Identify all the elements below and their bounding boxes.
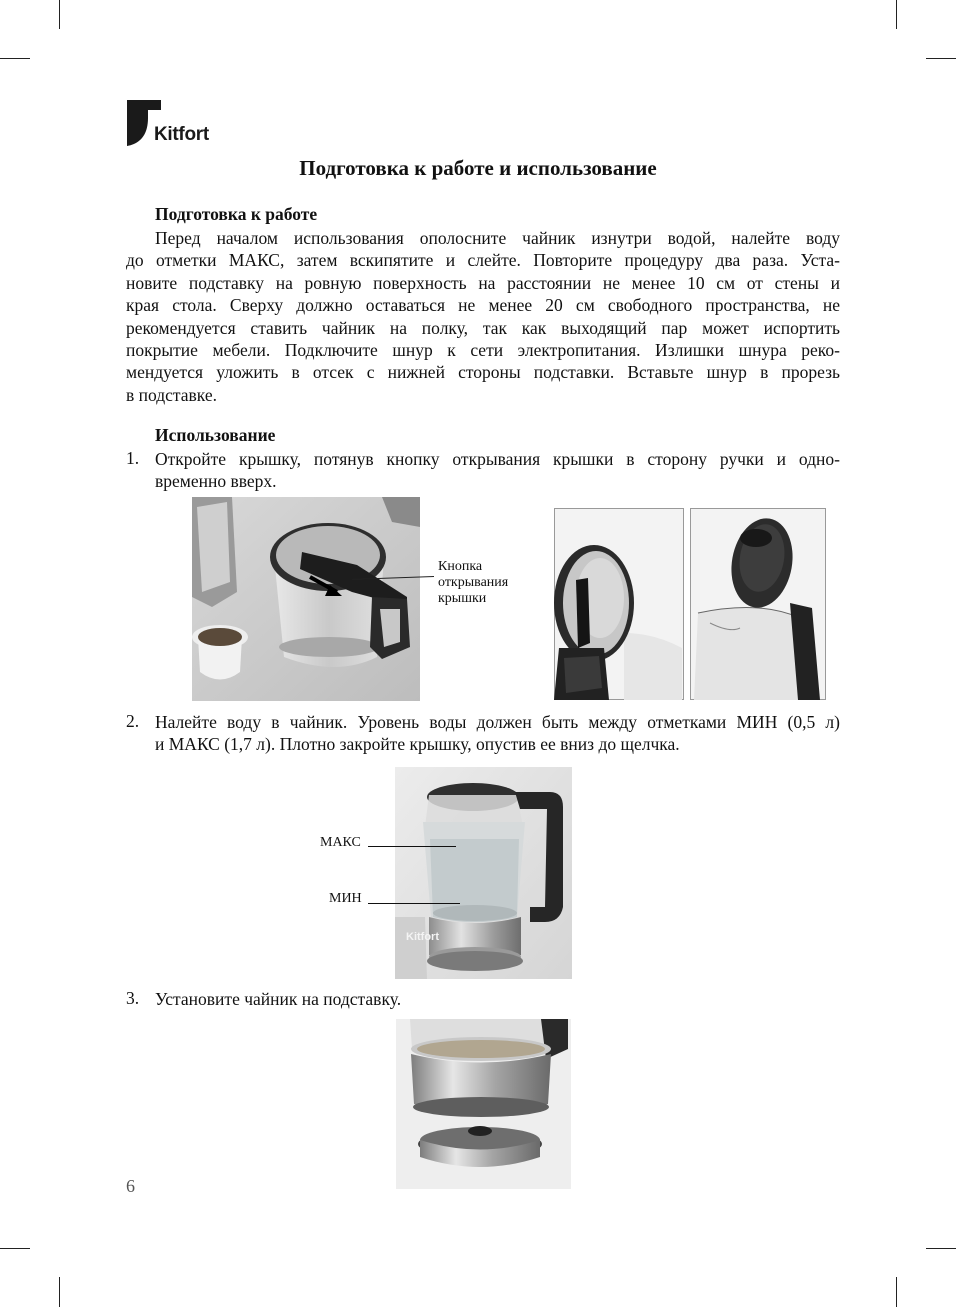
callout-text: Кнопка bbox=[438, 559, 483, 574]
photo-lid-open bbox=[690, 508, 826, 700]
min-label: МИН bbox=[329, 891, 362, 906]
text-line: края стола. Сверху должно оставаться не менее 20 см свободного пространства, не bbox=[126, 295, 840, 316]
text-line: и МАКС (1,7 л). Плотно закройте крышку, опустив ее вниз до щелчка. bbox=[155, 734, 680, 755]
text-line: покрытие мебели. Подключите шнур к сети электропитания. Излишки шнура реко- bbox=[126, 340, 840, 361]
text-line: новите подставку на ровную поверхность на расстоянии не менее 10 см от стены и bbox=[126, 272, 840, 293]
kettle-top-illustration bbox=[192, 497, 420, 701]
crop-mark bbox=[926, 1248, 956, 1249]
preparation-paragraph bbox=[126, 227, 840, 406]
brand-name: Kitfort bbox=[154, 124, 209, 145]
step-text bbox=[155, 711, 840, 756]
photo-water-level bbox=[395, 767, 572, 979]
crop-mark bbox=[896, 1277, 897, 1307]
lid-button-callout bbox=[438, 559, 508, 607]
text-line: Установите чайник на подставку. bbox=[155, 989, 402, 1009]
max-line bbox=[368, 846, 456, 847]
text-line: Перед началом использования ополосните чайник изнутри водой, налейте воду bbox=[155, 228, 840, 248]
text-line: мендуется уложить в отсек с нижней стороны подставки. Вставьте шнур в прорезь bbox=[126, 362, 840, 383]
text-line: в подставке. bbox=[126, 384, 218, 405]
step-text bbox=[155, 448, 840, 493]
kettle-water-level-illustration bbox=[395, 767, 572, 979]
text-line: до отметки МАКС, затем вскипятите и слейте. Повторите процедуру два раза. Уста- bbox=[126, 250, 840, 271]
crop-mark bbox=[0, 58, 30, 59]
photo-kettle-base bbox=[396, 1019, 571, 1189]
max-label: МАКС bbox=[320, 835, 361, 850]
kettle-brand-label: Kitfort bbox=[406, 931, 439, 943]
text-line: рекомендуется ставить чайник на полку, так как выходящий пар может испортить bbox=[126, 317, 840, 338]
callout-text: крышки bbox=[438, 591, 487, 606]
kettle-base-illustration bbox=[396, 1019, 571, 1189]
crop-mark bbox=[0, 1248, 30, 1249]
step-number: 2. bbox=[126, 711, 140, 731]
text-line: Откройте крышку, потянув кнопку открывания крышки в сторону ручки и одно- bbox=[155, 449, 840, 469]
text-line: Налейте воду в чайник. Уровень воды должен быть между отметками МИН (0,5 л) bbox=[155, 712, 840, 732]
step-number: 3. bbox=[126, 988, 140, 1008]
crop-mark bbox=[926, 58, 956, 59]
kettle-closed-illustration bbox=[554, 508, 684, 700]
text-line: временно вверх. bbox=[155, 471, 277, 492]
preparation-heading: Подготовка к работе bbox=[155, 204, 318, 224]
crop-mark bbox=[896, 0, 897, 29]
kettle-open-illustration bbox=[690, 508, 826, 700]
page-title: Подготовка к работе и использование bbox=[299, 156, 657, 180]
callout-text: открывания bbox=[438, 575, 509, 590]
crop-mark bbox=[59, 1277, 60, 1307]
usage-heading: Использование bbox=[155, 425, 276, 445]
page-number: 6 bbox=[126, 1176, 135, 1196]
min-line bbox=[368, 903, 460, 904]
step-text bbox=[155, 988, 840, 1010]
photo-lid-closed bbox=[554, 508, 684, 700]
step-number: 1. bbox=[126, 448, 140, 468]
photo-lid-button bbox=[192, 497, 420, 701]
crop-mark bbox=[59, 0, 60, 29]
